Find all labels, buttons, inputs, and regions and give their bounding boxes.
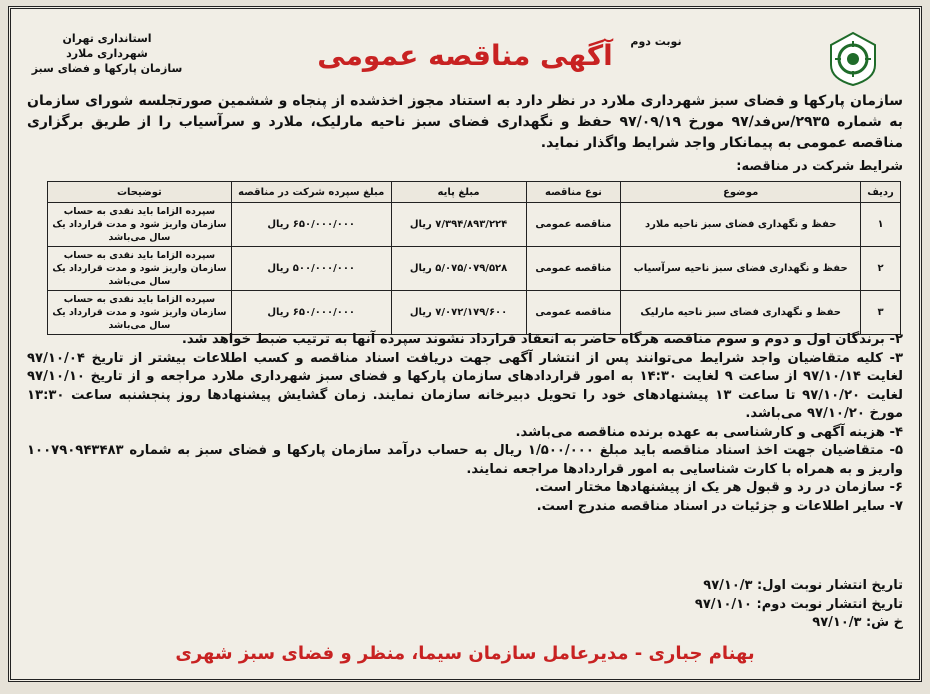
row-base-amount: ۵/۰۷۵/۰۷۹/۵۲۸ ریال: [391, 247, 526, 291]
page-title: آگهی مناقصه عمومی: [317, 39, 613, 72]
publication-line: تاریخ انتشار نوبت اول: ۹۷/۱۰/۳: [703, 578, 903, 593]
condition-item: ۳- کلیه متقاضیان واجد شرایط می‌توانند پس از انتشار آگهی جهت دریافت اسناد مناقصه و کسب اطلاعات بیشتر از تاریخ ۹۷/۱۰/۰۴ لغایت ۹۷/۱۰/۱۴ از ساعت ۹ لغایت ۱۴:۳۰ به امور قراردادهای سازمان پارکها و فضای سبز شهرداری ملارد مراجعه و از تاریخ ۹۷/۱۰/۱۰ لغایت ۹۷/۱۰/۲۰ تا ساعت ۱۳ پیشنهادهای خود را تحویل دبیرخانه سازمان نمایند. زمان گشایش پیشنهادها روز پنجشنبه ساعت ۱۳:۳۰ مورخ ۹۷/۱۰/۲۰ می‌باشد.: [27, 350, 903, 421]
row-subject: حفظ و نگهداری فضای سبز ناحیه مارلیک: [621, 291, 861, 335]
table-header-row: [48, 182, 901, 203]
column-header: مبلغ پایه: [391, 182, 526, 203]
row-tender-type: مناقصه عمومی: [526, 247, 621, 291]
org-line: سازمان پارکها و فضای سبز: [31, 62, 183, 75]
intro-paragraph: سازمان پارکها و فضای سبز شهرداری ملارد در نظر دارد به استناد مجوز اخذشده از پنجاه و ششمین صورتجلسه شورای سازمان به شماره ۲۹۳۵/س‌فد/۹۷ مورخ ۹۷/۰۹/۱۹ حفظ و نگهداری فضای سبز ناحیه مارلیک، ملارد و سرآسیاب را از طریق برگزاری مناقصه عمومی به پیمانکار واجد شرایط واگذار نماید.: [27, 93, 904, 151]
signature-line: بهنام جباری - مدیرعامل سازمان سیما، منظر و فضای سبز شهری: [175, 643, 755, 664]
table-row: [48, 247, 901, 291]
row-base-amount: ۷/۳۹۴/۸۹۳/۲۲۴ ریال: [391, 203, 526, 247]
row-number: ۱: [861, 203, 901, 247]
row-notes: سپرده الزاما باید نقدی به حساب سازمان واریز شود و مدت قرارداد یک سال می‌باشد: [48, 203, 232, 247]
row-notes: سپرده الزاما باید نقدی به حساب سازمان واریز شود و مدت قرارداد یک سال می‌باشد: [48, 291, 232, 335]
org-line: استانداری تهران: [62, 32, 152, 45]
condition-item: ۲- برندگان اول و دوم و سوم مناقصه هرگاه حاضر به انعقاد قرارداد نشوند سپرده آنها به ترتیب ضبط خواهد شد.: [181, 332, 903, 347]
publication-round: نوبت دوم: [630, 35, 682, 48]
column-header: توضیحات: [48, 182, 232, 203]
row-number: ۲: [861, 247, 901, 291]
publication-line: تاریخ انتشار نوبت دوم: ۹۷/۱۰/۱۰: [694, 596, 903, 612]
conditions-list: [27, 331, 903, 516]
publication-line: خ ش: ۹۷/۱۰/۳: [812, 615, 903, 630]
row-base-amount: ۷/۰۷۲/۱۷۹/۶۰۰ ریال: [391, 291, 526, 335]
column-header: موضوع: [621, 182, 861, 203]
tender-notice: [8, 6, 922, 682]
condition-item: ۴- هزینه آگهی و کارشناسی به عهده برنده مناقصه می‌باشد.: [515, 424, 903, 440]
row-deposit: ۶۵۰/۰۰۰/۰۰۰ ریال: [231, 291, 391, 335]
publication-dates: [695, 577, 903, 633]
row-deposit: ۶۵۰/۰۰۰/۰۰۰ ریال: [231, 203, 391, 247]
row-deposit: ۵۰۰/۰۰۰/۰۰۰ ریال: [231, 247, 391, 291]
row-subject: حفظ و نگهداری فضای سبز ناحیه ملارد: [621, 203, 861, 247]
table-row: [48, 203, 901, 247]
column-header: ردیف: [861, 182, 901, 203]
organization-block: [27, 31, 187, 76]
column-header: نوع مناقصه: [526, 182, 621, 203]
condition-item: ۵- متقاضیان جهت اخذ اسناد مناقصه باید مبلغ ۱/۵۰۰/۰۰۰ ریال به حساب درآمد سازمان پارکها و فضای سبز به شماره ۱۰۰۷۹۰۹۴۳۴۸۳ واریز و به همراه با کارت شناسایی به امور قراردادها مراجعه نمایند.: [27, 443, 903, 477]
row-tender-type: مناقصه عمومی: [526, 291, 621, 335]
row-subject: حفظ و نگهداری فضای سبز ناحیه سرآسیاب: [621, 247, 861, 291]
condition-item: ۷- سایر اطلاعات و جزئیات در اسناد مناقصه مندرج است.: [536, 498, 903, 514]
conditions-label: شرایط شرکت در مناقصه:: [736, 159, 903, 174]
tender-table: [47, 181, 901, 335]
table-row: [48, 291, 901, 335]
row-number: ۳: [861, 291, 901, 335]
org-line: شهرداری ملارد: [66, 47, 148, 60]
row-notes: سپرده الزاما باید نقدی به حساب سازمان واریز شود و مدت قرارداد یک سال می‌باشد: [48, 247, 232, 291]
row-tender-type: مناقصه عمومی: [526, 203, 621, 247]
column-header: مبلغ سپرده شرکت در مناقصه: [231, 182, 391, 203]
condition-item: ۶- سازمان در رد و قبول هر یک از پیشنهادها مختار است.: [534, 480, 903, 495]
